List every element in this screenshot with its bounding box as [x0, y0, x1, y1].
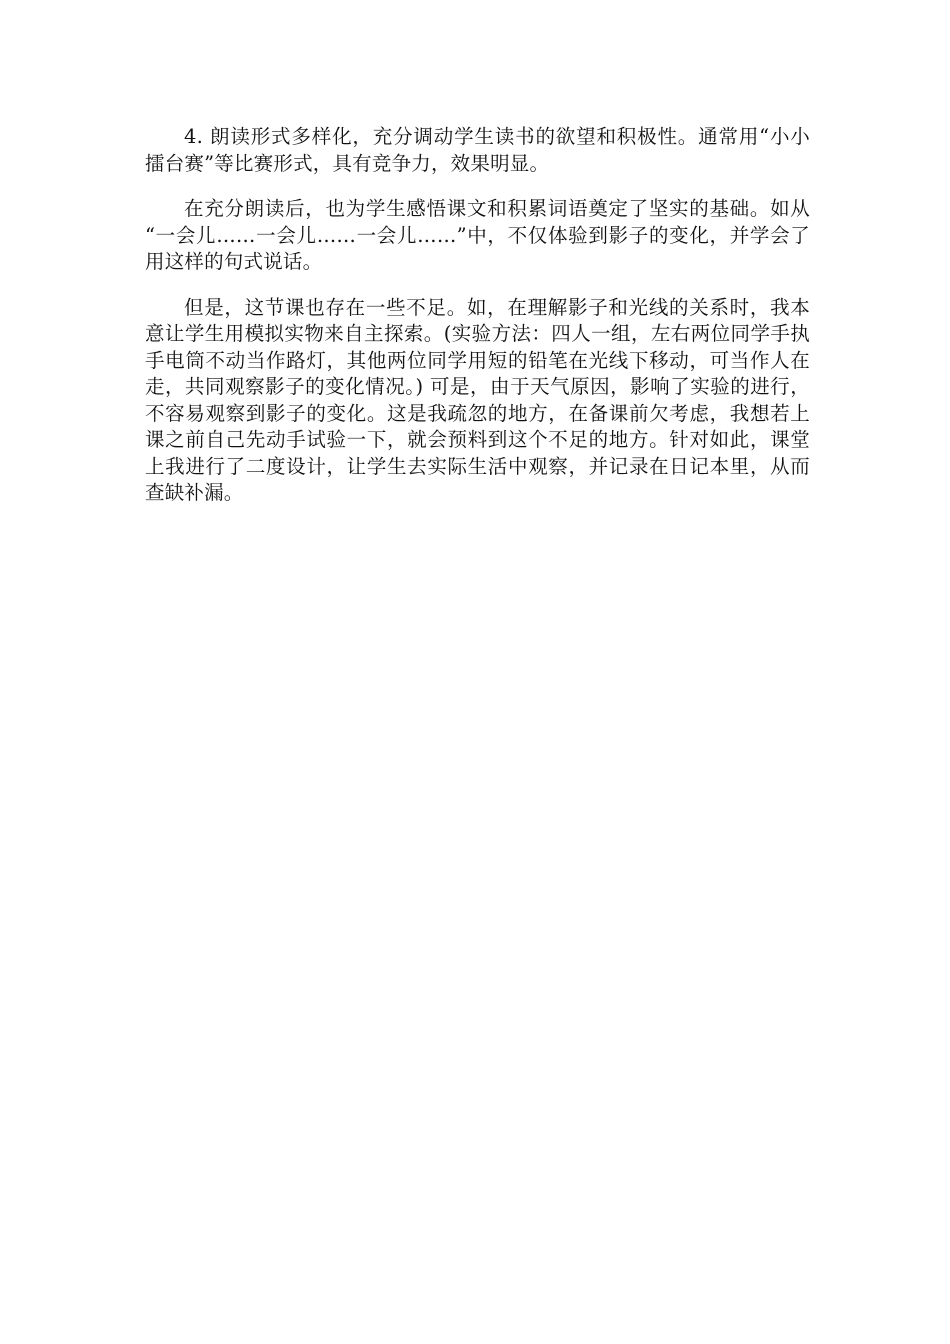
- paragraph-shortcomings: 但是，这节课也存在一些不足。如，在理解影子和光线的关系时，我本意让学生用模拟实物来自主探索。(实验方法：四人一组，左右两位同学手执手电筒不动当作路灯，其他两位同学用短的铅笔在光线下移动，可当作人在走，共同观察影子的变化情况。) 可是，由于天气原因，影响了实验的进行，不容易观察到影子的变化。这是我疏忽的地方，在备课前欠考虑，我想若上课之前自己先动手试验一下，就会预料到这个不足的地方。针对如此，课堂上我进行了二度设计，让学生去实际生活中观察，并记录在日记本里，从而查缺补漏。: [145, 295, 810, 504]
- paragraph-reading-forms: 4. 朗读形式多样化，充分调动学生读书的欲望和积极性。通常用“小小擂台赛”等比赛形式，具有竞争力，效果明显。: [145, 125, 810, 175]
- paragraph-reading-foundation: 在充分朗读后，也为学生感悟课文和积累词语奠定了坚实的基础。如从 “一会儿……一会儿……一会儿……”中，不仅体验到影子的变化，并学会了用这样的句式说话。: [145, 197, 810, 273]
- document-body: [145, 124, 810, 507]
